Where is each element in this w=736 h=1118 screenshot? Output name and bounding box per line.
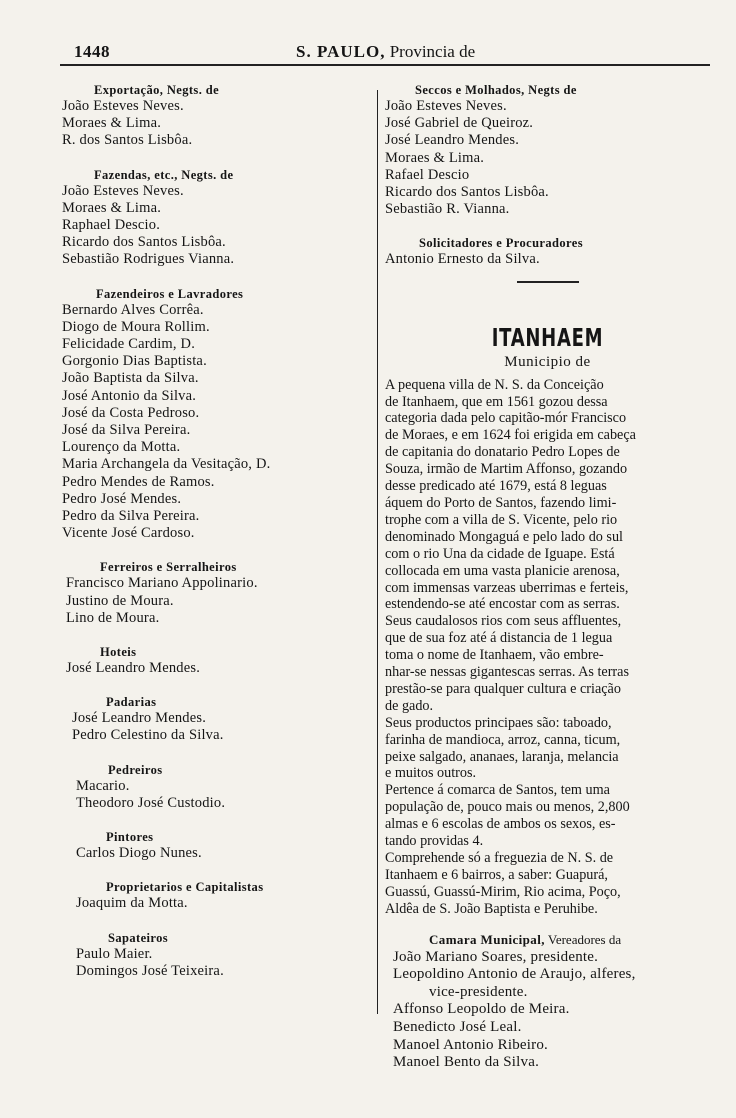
- section-pedreiros: [76, 762, 368, 812]
- text-line: de Itanhaem, que em 1561 gozou dessa: [385, 393, 608, 410]
- text-line: prestão-se para qualquer cultura e criação: [385, 680, 621, 697]
- section-heading: Pedreiros: [108, 762, 163, 777]
- list-item: José Antonio da Silva.: [62, 387, 197, 404]
- text-line: áquem do Porto de Santos, fazendo limi-: [385, 494, 617, 511]
- list-item: José Gabriel de Queiroz.: [385, 115, 534, 132]
- text-line: de Moraes, e em 1624 foi erigida em cabeça: [385, 427, 636, 444]
- list-item: Sebastião Rodrigues Vianna.: [62, 251, 235, 268]
- page-header: [60, 38, 710, 64]
- header-rule: [60, 64, 710, 66]
- section-heading: Fazendas, etc., Negts. de: [94, 167, 234, 182]
- description-paragraph-1: [385, 377, 710, 715]
- list-item: João Esteves Neves.: [62, 98, 184, 114]
- list-item: João Mariano Soares, presidente.: [393, 948, 599, 965]
- list-item: Pedro da Silva Pereira.: [62, 508, 200, 525]
- list-item: Justino de Moura.: [66, 592, 174, 609]
- section-heading: Padarias: [106, 695, 157, 710]
- text-line: Aldêa de S. João Baptista e Peruhibe.: [385, 900, 598, 917]
- section-heading: Solicitadores e Procuradores: [419, 236, 583, 251]
- list-item: Joaquim da Motta.: [76, 895, 188, 912]
- text-line: categoria dada pelo capitão-mór Francisco: [385, 410, 627, 427]
- text-line: Comprehende só a freguezia de N. S. de: [385, 850, 614, 866]
- section-rule: [517, 281, 579, 283]
- list-item: Raphael Descio.: [62, 217, 161, 234]
- text-line: e muitos outros.: [385, 765, 477, 782]
- list-item: Paulo Maier.: [76, 945, 153, 962]
- camara-heading-rest: Vereadores da: [547, 931, 622, 947]
- list-item: Domingos José Teixeira.: [76, 962, 224, 979]
- list-item: Carlos Diogo Nunes.: [76, 845, 202, 862]
- list-item: Manoel Antonio Ribeiro.: [393, 1036, 549, 1053]
- section-fazendeiros: [62, 286, 368, 543]
- text-line: Guassú, Guassú-Mirim, Rio acima, Poço,: [385, 883, 621, 900]
- text-line: que de sua foz até á distancia de 1 legua: [385, 630, 613, 647]
- section-heading: Proprietarios e Capitalistas: [106, 880, 264, 895]
- running-title-rest: Provincia de: [389, 42, 476, 61]
- section-hoteis: [66, 644, 368, 677]
- text-line: tando providas 4.: [385, 833, 484, 850]
- section-exportacao: [62, 82, 368, 150]
- text-line: de capitania do donatario Pedro Lopes de: [385, 444, 620, 461]
- left-column: [62, 82, 368, 997]
- section-fazendas: [62, 167, 368, 269]
- text-line: denominado Mongaguá e pelo lado do sul: [385, 528, 623, 545]
- text-line: Pertence á comarca de Santos, tem uma: [385, 782, 610, 799]
- text-line: com immensas varzeas uberrimas e ferteis,: [385, 579, 629, 596]
- list-item: Diogo de Moura Rollim.: [62, 318, 210, 335]
- list-item: Macario.: [76, 777, 130, 794]
- text-line: trophe com a villa de S. Vicente, pelo rio: [385, 511, 618, 528]
- list-item: João Baptista da Silva.: [62, 370, 199, 387]
- text-line: estendendo-se até encostar com as serras.: [385, 596, 620, 613]
- text-line: Itanhaem e 6 bairros, a saber: Guapurá,: [385, 866, 608, 883]
- section-heading: Fazendeiros e Lavradores: [96, 286, 244, 301]
- page-number: 1448: [74, 42, 110, 61]
- camara-list: [393, 949, 710, 1072]
- section-solicitadores: [385, 235, 710, 268]
- list-item: Pedro Celestino da Silva.: [72, 727, 224, 744]
- text-line: toma o nome de Itanhaem, vão embre-: [385, 647, 604, 664]
- list-item: vice-presidente.: [429, 983, 528, 1000]
- running-title: [296, 42, 475, 62]
- list-item: Maria Archangela da Vesitação, D.: [62, 456, 271, 473]
- column-divider: [377, 90, 378, 1014]
- list-item: Felicidade Cardim, D.: [62, 336, 196, 353]
- municipality-subtitle: Municipio de: [504, 353, 591, 370]
- list-item: Moraes & Lima.: [62, 115, 162, 132]
- list-item: José da Silva Pereira.: [62, 422, 191, 439]
- section-proprietarios: [76, 879, 368, 912]
- section-pintores: [76, 829, 368, 862]
- section-seccos-molhados: [385, 82, 710, 218]
- text-line: de gado.: [385, 697, 434, 714]
- text-line: farinha de mandioca, arroz, canna, ticum,: [385, 731, 621, 748]
- list-item: Sebastião R. Vianna.: [385, 201, 510, 218]
- text-line: Souza, irmão de Martim Affonso, gozando: [385, 461, 628, 478]
- list-item: Gorgonio Dias Baptista.: [62, 353, 207, 370]
- text-line: desse predicado até 1679, está 8 leguas: [385, 478, 607, 495]
- list-item: Francisco Mariano Appolinario.: [66, 575, 258, 592]
- section-heading: Ferreiros e Serralheiros: [100, 560, 237, 575]
- list-item: José Leandro Mendes.: [72, 710, 207, 727]
- list-item: Lino de Moura.: [66, 609, 160, 626]
- text-line: população de, pouco mais ou menos, 2,800: [385, 799, 630, 816]
- list-item: João Esteves Neves.: [385, 98, 507, 114]
- section-heading: Sapateiros: [108, 930, 169, 945]
- text-line: almas e 6 escolas de ambos os sexos, es-: [385, 816, 616, 833]
- list-item: José Leandro Mendes.: [66, 660, 201, 677]
- text-line: nhar-se nessas gigantescas serras. As terras: [385, 664, 629, 681]
- list-item: Antonio Ernesto da Silva.: [385, 251, 540, 268]
- section-heading: Seccos e Molhados, Negts de: [415, 83, 577, 97]
- municipality-title: ITANHAEM: [491, 322, 604, 352]
- list-item: José da Costa Pedroso.: [62, 404, 200, 421]
- list-item: João Esteves Neves.: [62, 182, 184, 199]
- text-line: Seus caudalosos rios com seus affluentes,: [385, 613, 622, 630]
- list-item: Rafael Descio: [385, 166, 470, 183]
- list-item: Bernardo Alves Corrêa.: [62, 301, 204, 318]
- list-item: Moraes & Lima.: [385, 149, 485, 166]
- list-item: Manoel Bento da Silva.: [393, 1054, 540, 1071]
- text-line: collocada em uma vasta planicie arenosa,: [385, 562, 620, 579]
- camara-heading-bold: Camara Municipal,: [429, 931, 545, 947]
- list-item: Ricardo dos Santos Lisbôa.: [62, 234, 226, 251]
- text-line: com o rio Una da cidade de Iguape. Está: [385, 545, 615, 562]
- camara-heading: [429, 932, 710, 948]
- list-item: Affonso Leopoldo de Meira.: [393, 1001, 570, 1018]
- list-item: José Leandro Mendes.: [385, 132, 520, 149]
- list-item: Lourenço da Motta.: [62, 439, 181, 456]
- text-line: A pequena villa de N. S. da Conceição: [385, 376, 604, 393]
- section-heading: Pintores: [106, 830, 154, 845]
- list-item: Pedro Mendes de Ramos.: [62, 473, 215, 490]
- text-line: Seus productos principaes são: taboado,: [385, 714, 612, 731]
- list-item: Pedro José Mendes.: [62, 490, 182, 507]
- section-padarias: [72, 694, 368, 744]
- list-item: R. dos Santos Lisbôa.: [62, 132, 193, 149]
- section-heading: Hoteis: [100, 645, 137, 660]
- list-item: Vicente José Cardoso.: [62, 525, 195, 542]
- description-paragraph-2: [385, 715, 710, 783]
- list-item: Theodoro José Custodio.: [76, 794, 226, 811]
- list-item: Ricardo dos Santos Lisbôa.: [385, 184, 549, 201]
- text-line: peixe salgado, ananaes, laranja, melancia: [385, 748, 619, 765]
- list-item: Benedicto José Leal.: [393, 1019, 522, 1035]
- description-paragraph-3: [385, 782, 710, 850]
- section-heading: Exportação, Negts. de: [94, 83, 220, 97]
- running-title-bold: S. PAULO,: [296, 42, 386, 61]
- list-item: Leopoldino Antonio de Araujo, alferes,: [393, 966, 636, 983]
- section-ferreiros: [66, 559, 368, 627]
- description-paragraph-4: [385, 850, 710, 918]
- list-item: Moraes & Lima.: [62, 199, 162, 216]
- section-sapateiros: [76, 930, 368, 980]
- right-column: [385, 82, 710, 1072]
